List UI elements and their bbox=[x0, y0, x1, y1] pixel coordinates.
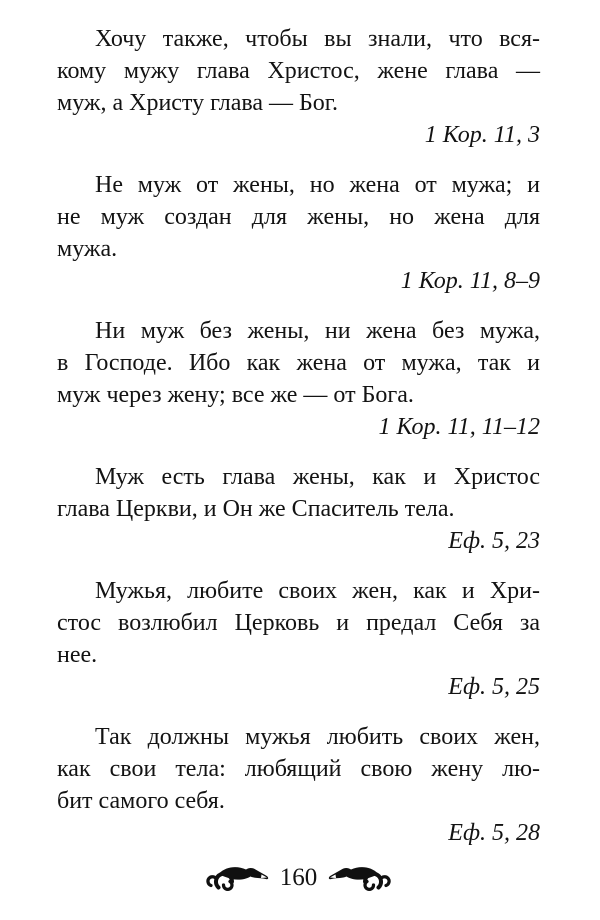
verse-paragraph-5 bbox=[57, 575, 540, 703]
verse-line: Не муж от жены, но жена от мужа; и bbox=[95, 172, 540, 198]
page-number: 160 bbox=[279, 864, 318, 891]
verse-line: как свои тела: любящий свою жену лю- bbox=[57, 756, 540, 782]
verse-line: Муж есть глава жены, как и Христос bbox=[95, 464, 540, 490]
verse-line: стос возлюбил Церковь и предал Себя за bbox=[57, 610, 540, 636]
verse-line: мужа. bbox=[57, 236, 118, 262]
verse-line: муж, а Христу глава — Бог. bbox=[57, 90, 338, 116]
verse-paragraph-6 bbox=[57, 721, 540, 849]
wave-scroll-flourish-right-icon bbox=[328, 865, 392, 892]
verse-line: нее. bbox=[57, 642, 98, 668]
wave-scroll-flourish-left-icon bbox=[205, 865, 269, 892]
verse-citation: 1 Кор. 11, 8–9 bbox=[400, 268, 540, 294]
verse-line: в Господе. Ибо как жена от мужа, так и bbox=[57, 350, 540, 376]
verse-paragraph-2 bbox=[57, 169, 540, 297]
verse-line: муж через жену; все же — от Бога. bbox=[57, 382, 414, 408]
verse-citation: Еф. 5, 28 bbox=[448, 820, 540, 846]
verse-line: глава Церкви, и Он же Спаситель тела. bbox=[57, 496, 455, 522]
verse-citation: Еф. 5, 25 bbox=[448, 674, 540, 700]
verse-line: Так должны мужья любить своих жен, bbox=[95, 724, 540, 750]
verse-paragraph-1 bbox=[57, 23, 540, 151]
verse-citation: Еф. 5, 23 bbox=[448, 528, 540, 554]
verse-line: Ни муж без жены, ни жена без мужа, bbox=[95, 318, 540, 344]
verse-paragraph-4 bbox=[57, 461, 540, 557]
verse-line: кому мужу глава Христос, жене глава — bbox=[57, 58, 540, 84]
verse-line: Мужья, любите своих жен, как и Хри- bbox=[95, 578, 540, 604]
verse-line: бит самого себя. bbox=[57, 788, 225, 814]
page-footer bbox=[57, 863, 540, 893]
verse-line: не муж создан для жены, но жена для bbox=[57, 204, 540, 230]
verse-paragraph-3 bbox=[57, 315, 540, 443]
verse-citation: 1 Кор. 11, 3 bbox=[424, 122, 540, 148]
verse-line: Хочу также, чтобы вы знали, что вся- bbox=[95, 26, 540, 52]
verse-citation: 1 Кор. 11, 11–12 bbox=[378, 414, 540, 440]
